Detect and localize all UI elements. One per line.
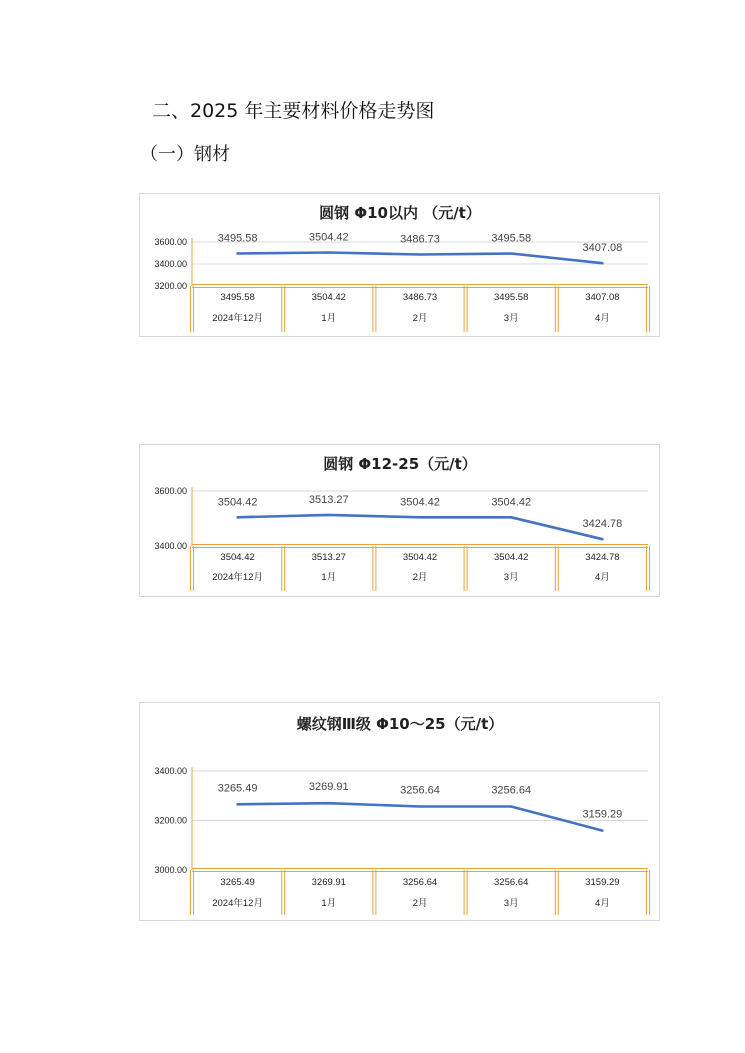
chart1-table-value: 3504.42 [494, 552, 529, 563]
chart2-y-tick-label: 3000.00 [154, 865, 187, 875]
chart2-data-label: 3269.91 [308, 781, 349, 794]
chart2-table-value: 3256.64 [494, 877, 529, 888]
chart1-data-label: 3504.42 [491, 496, 532, 509]
chart2-y-tick-label: 3200.00 [154, 815, 187, 826]
chart0-table-value: 3486.73 [402, 292, 438, 303]
chart1-y-tick-label: 3400.00 [154, 541, 187, 551]
chart2-table-category: 2月 [412, 898, 428, 909]
chart0-table-value: 3407.08 [585, 292, 620, 303]
chart1-table-category: 4月 [595, 572, 610, 583]
chart0-data-label: 3495.58 [491, 232, 532, 245]
chart2-table-value: 3159.29 [585, 877, 620, 888]
chart-round-steel-phi12-25 [139, 444, 660, 597]
chart1-data-label: 3424.78 [582, 518, 623, 531]
chart0-data-label: 3486.73 [400, 233, 440, 246]
chart1-table-category: 2024年12月 [212, 572, 263, 583]
chart-round-steel-phi10 [139, 193, 660, 337]
chart2-table-value: 3256.64 [402, 877, 438, 888]
chart0-table-category: 2月 [412, 313, 428, 324]
chart1-data-label: 3504.42 [217, 496, 258, 509]
chart0-table-category: 4月 [595, 313, 610, 324]
chart2-data-label: 3159.29 [582, 808, 623, 821]
chart0-table-category: 3月 [503, 313, 519, 324]
chart0-table-category: 2024年12月 [212, 313, 263, 324]
chart1-table-value: 3513.27 [311, 552, 346, 563]
chart1-data-label: 3504.42 [400, 496, 440, 509]
chart0-y-tick-label: 3200.00 [154, 281, 187, 291]
chart2-y-tick-label: 3400.00 [154, 766, 187, 776]
chart-round-steel-phi10-svg [140, 194, 661, 338]
chart2-table-category: 2024年12月 [212, 898, 263, 909]
chart0-data-label: 3495.58 [217, 232, 258, 245]
chart0-title: 圆钢 Φ10以内 （元/t） [319, 204, 481, 222]
chart1-table-category: 1月 [321, 572, 337, 583]
chart0-y-tick-label: 3400.00 [154, 259, 187, 269]
chart-rebar-grade3-svg [140, 703, 661, 922]
subsection-heading: （一）钢材 [140, 144, 230, 165]
chart2-data-label: 3256.64 [400, 784, 440, 797]
chart2-title: 螺纹钢Ⅲ级 Φ10～25（元/t） [296, 715, 504, 733]
chart1-y-tick-label: 3600.00 [154, 486, 187, 496]
chart2-table-value: 3269.91 [311, 877, 346, 888]
chart0-series-line [238, 253, 603, 264]
chart0-table-value: 3495.58 [220, 292, 255, 303]
chart0-data-label: 3407.08 [582, 242, 623, 255]
chart0-y-tick-label: 3600.00 [154, 237, 187, 247]
chart2-data-label: 3256.64 [491, 784, 532, 797]
chart0-table-value: 3495.58 [494, 292, 529, 303]
chart2-series-line [238, 803, 603, 830]
chart2-table-value: 3265.49 [220, 877, 255, 888]
chart2-table-category: 4月 [595, 898, 610, 909]
chart1-table-category: 2月 [412, 572, 428, 583]
chart1-data-label: 3513.27 [308, 493, 349, 506]
chart0-table-category: 1月 [321, 313, 337, 324]
chart2-table-category: 3月 [503, 898, 519, 909]
chart1-title: 圆钢 Φ12-25（元/t） [323, 455, 477, 473]
chart-rebar-grade3 [139, 702, 660, 921]
chart1-table-value: 3424.78 [585, 552, 620, 563]
chart-round-steel-phi12-25-svg [140, 445, 661, 598]
chart0-table-value: 3504.42 [311, 292, 346, 303]
chart1-series-line [238, 515, 603, 539]
section-heading: 二、2025 年主要材料价格走势图 [152, 100, 435, 122]
chart0-data-label: 3504.42 [308, 231, 349, 244]
chart2-table-category: 1月 [321, 898, 337, 909]
chart1-table-value: 3504.42 [402, 552, 438, 563]
chart2-data-label: 3265.49 [217, 782, 258, 795]
chart1-table-category: 3月 [503, 572, 519, 583]
chart1-table-value: 3504.42 [220, 552, 255, 563]
